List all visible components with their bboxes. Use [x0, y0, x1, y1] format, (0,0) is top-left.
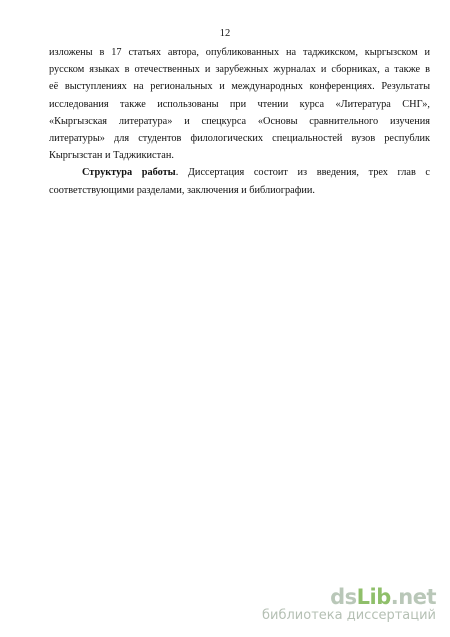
dslib-watermark: [262, 586, 436, 623]
page-number: 12: [219, 28, 231, 39]
paragraph-line: Кыргызстан и Таджикистан.: [49, 150, 174, 162]
logo-text-net: .net: [390, 585, 436, 609]
paragraph-line: изложены в 17 статьях автора, опубликованных на таджикском, кыргызском и: [49, 47, 430, 58]
logo-text-lib: Lib: [356, 585, 391, 609]
paragraph-2: [49, 164, 430, 198]
logo-text-ds: ds: [330, 585, 357, 609]
paragraph-line: [49, 164, 430, 181]
paragraph-line: её выступлениях на региональных и международных конференциях. Результаты: [49, 81, 430, 93]
paragraph-line: соответствующими разделами, заключения и библиографии.: [49, 184, 315, 196]
paragraph-line: «Кыргызская литература» и спецкурса «Основы сравнительного изучения: [49, 115, 430, 127]
paragraph-line: литературы» для студентов филологических специальностей вузов республик: [49, 133, 430, 145]
body-text: [49, 44, 430, 199]
paragraph-line: исследования также использованы при чтении курса «Литература СНГ»,: [49, 98, 430, 110]
dslib-logo: [262, 586, 436, 608]
structure-heading: Структура работы: [82, 167, 176, 179]
dslib-subtitle: библиотека диссертаций: [262, 608, 436, 623]
paragraph-line: русском языках в отечественных и зарубежных журналах и сборниках, а также в: [49, 64, 430, 76]
paragraph-text: . Диссертация состоит из введения, трех глав с: [175, 167, 430, 179]
paragraph-1: [49, 44, 430, 164]
